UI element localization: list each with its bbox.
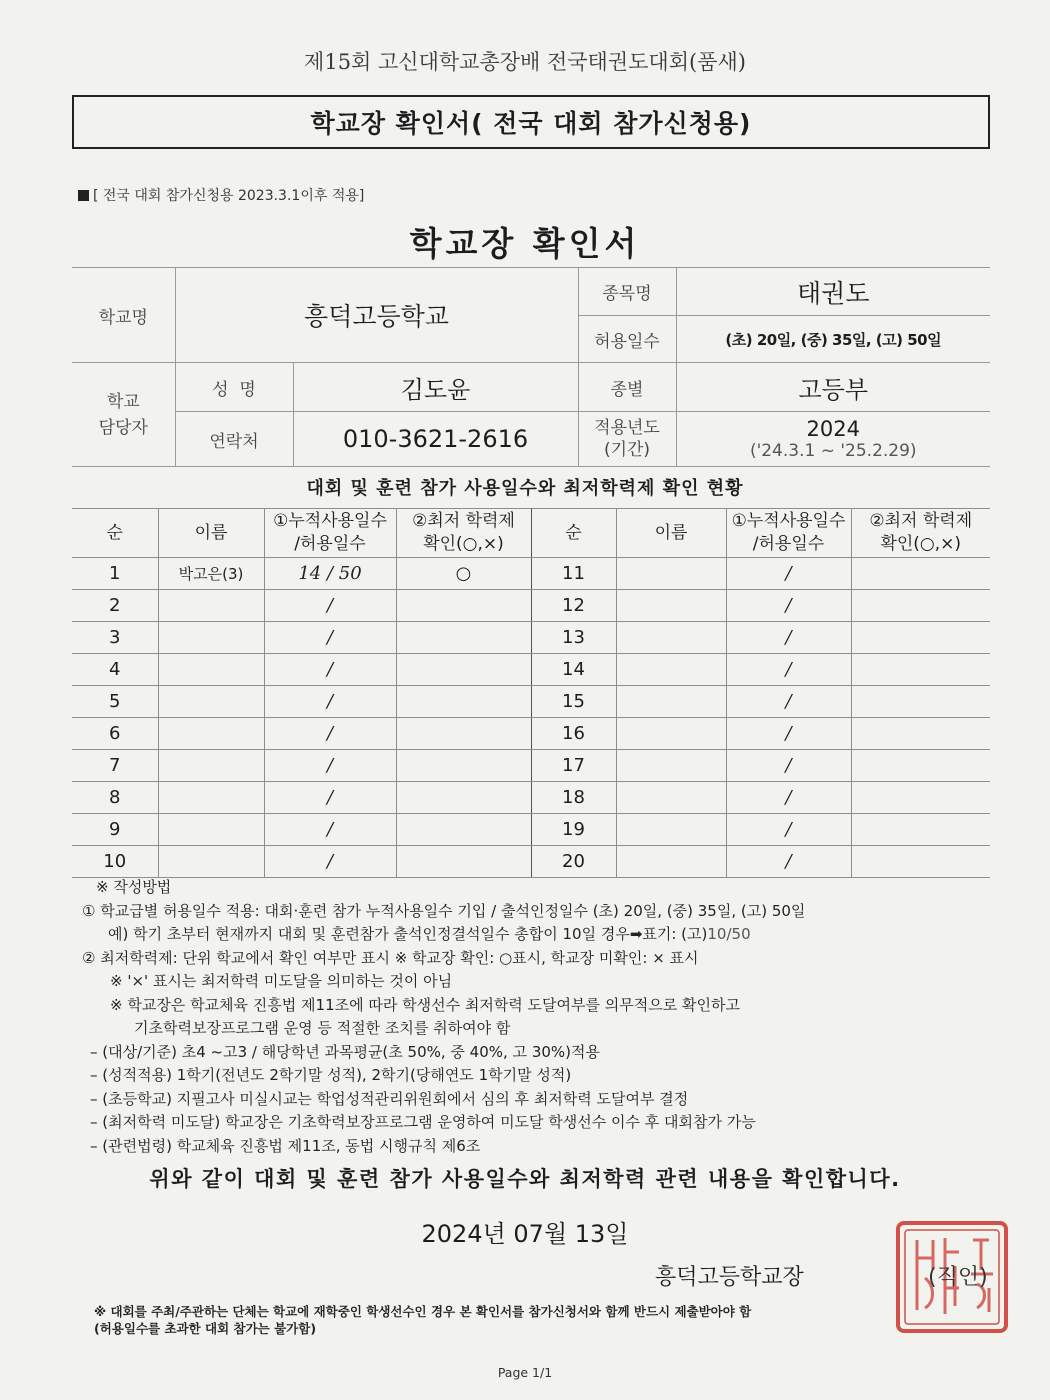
page-number: Page 1/1 — [497, 1365, 553, 1380]
header-usage-line2: /허용일수 — [752, 534, 825, 554]
school-label: 학교명 — [72, 268, 175, 363]
status-title: 대회 및 훈련 참가 사용일수와 최저학력제 확인 현황 — [306, 478, 744, 499]
table-row — [72, 590, 990, 622]
footnote-line-2: (허용일수를 초과한 대회 참가는 불가함) — [94, 1321, 317, 1336]
usage-cell: 14 / 50 — [264, 558, 396, 590]
order-cell: 2 — [72, 590, 158, 622]
header-academic-line1: ②최저 학력제 — [869, 511, 973, 531]
academic-check-cell — [396, 718, 531, 750]
square-bullet-icon — [78, 190, 89, 201]
boxed-form-title: 학교장 확인서( 전국 대회 참가신청용) — [72, 95, 990, 149]
footnote-line-1: ※ 대회를 주최/주관하는 단체는 학교에 재학중인 학생선수인 경우 본 확인서를 참가신청서와 함께 반드시 제출받아야 함 — [94, 1304, 752, 1319]
table-row — [72, 686, 990, 718]
form-note — [78, 185, 364, 205]
table-row — [72, 814, 990, 846]
order-cell: 8 — [72, 782, 158, 814]
order-cell: 15 — [531, 686, 616, 718]
method-line-5: ※ 학교장은 학교체육 진흥법 제11조에 따라 학생선수 최저학력 도달여부를 의무적으로 확인하고 — [110, 995, 740, 1014]
year-value: 2024 — [806, 417, 860, 441]
academic-check-cell — [851, 846, 990, 878]
method-line-2-text: 예) 학기 초부터 현재까지 대회 및 훈련참가 출석인정결석일수 총합이 10일 경우➡표기: (고) — [108, 925, 708, 943]
order-cell: 16 — [531, 718, 616, 750]
category-value: 고등부 — [676, 363, 990, 412]
name-value: 김도윤 — [293, 363, 578, 412]
table-row — [72, 558, 990, 590]
name-cell: 박고은(3) — [158, 558, 264, 590]
academic-check-cell: ○ — [396, 558, 531, 590]
name-cell — [158, 750, 264, 782]
usage-cell: / — [264, 846, 396, 878]
method-line-3: ② 최저학력제: 단위 학교에서 확인 여부만 표시 ※ 학교장 확인: ○표시, 학교장 미확인: × 표시 — [82, 948, 699, 967]
usage-cell: / — [726, 846, 851, 878]
order-cell: 9 — [72, 814, 158, 846]
table-row — [72, 846, 990, 878]
order-cell: 12 — [531, 590, 616, 622]
header-usage-line2: /허용일수 — [294, 534, 366, 554]
name-cell — [616, 718, 726, 750]
competition-title: 제15회 고신대학교총장배 전국태권도대회(품새) — [304, 50, 746, 74]
header-usage — [264, 509, 396, 558]
name-cell — [616, 654, 726, 686]
name-cell — [158, 814, 264, 846]
usage-cell: / — [264, 590, 396, 622]
method-line-8: – (성적적용) 1학기(전년도 2학기말 성적), 2학기(당해연도 1학기말 성적) — [90, 1066, 572, 1084]
header-order-right: 순 — [531, 509, 616, 558]
usage-cell: / — [726, 750, 851, 782]
method-line-10: – (최저학력 미도달) 학교장은 기초학력보장프로그램 운영하여 미도달 학생선수 이수 후 대회참가 가능 — [90, 1113, 756, 1131]
method-heading: ※ 작성방법 — [96, 878, 172, 896]
name-cell — [158, 686, 264, 718]
usage-cell: / — [726, 558, 851, 590]
allowed-days-label: 허용일수 — [578, 316, 676, 363]
academic-check-cell — [396, 686, 531, 718]
order-cell: 14 — [531, 654, 616, 686]
principal-name: 흥덕고등학교장 — [655, 1265, 804, 1290]
method-line-1: ① 학교급별 허용일수 적용: 대회·훈련 참가 누적사용일수 기입 / 출석인정일수 (초) 20일, (중) 35일, (고) 50일 — [82, 901, 806, 920]
usage-cell: / — [726, 814, 851, 846]
order-cell: 1 — [72, 558, 158, 590]
contact-value: 010-3621-2616 — [293, 412, 578, 467]
header-academic-line2: 확인(○,×) — [880, 534, 962, 554]
order-cell: 17 — [531, 750, 616, 782]
year-period: ('24.3.1 ~ '25.2.29) — [749, 441, 917, 461]
allowed-days-value: (초) 20일, (중) 35일, (고) 50일 — [676, 316, 990, 363]
header-academic-right — [851, 509, 990, 558]
order-cell: 7 — [72, 750, 158, 782]
confirmation-statement: 위와 같이 대회 및 훈련 참가 사용일수와 최저학력 관련 내용을 확인합니다. — [149, 1167, 901, 1191]
academic-check-cell — [851, 782, 990, 814]
header-name-right: 이름 — [616, 509, 726, 558]
table-row — [72, 750, 990, 782]
header-order: 순 — [72, 509, 158, 558]
contact-label: 연락처 — [175, 412, 293, 467]
header-usage-right — [726, 509, 851, 558]
academic-check-cell — [851, 622, 990, 654]
writing-method — [82, 876, 972, 1158]
order-cell: 20 — [531, 846, 616, 878]
academic-check-cell — [396, 782, 531, 814]
name-cell — [158, 782, 264, 814]
academic-check-cell — [396, 846, 531, 878]
name-cell — [158, 718, 264, 750]
method-line-9: – (초등학교) 지필고사 미실시교는 학업성적관리위원회에서 심의 후 최저학력 도달여부 결정 — [90, 1089, 689, 1108]
academic-check-cell — [851, 558, 990, 590]
usage-cell: / — [264, 718, 396, 750]
name-label: 성 명 — [175, 363, 293, 412]
method-line-7: – (대상/기준) 초4 ~고3 / 해당학년 과목평균(초 50%, 중 40%, 고 30%)적용 — [90, 1042, 600, 1061]
order-cell: 11 — [531, 558, 616, 590]
usage-cell: / — [264, 814, 396, 846]
usage-cell: / — [726, 686, 851, 718]
usage-cell: / — [726, 622, 851, 654]
header-usage-line1: ①누적사용일수 — [731, 511, 846, 531]
sport-label: 종목명 — [578, 268, 676, 316]
order-cell: 13 — [531, 622, 616, 654]
order-cell: 5 — [72, 686, 158, 718]
page-title: 학교장 확인서 — [409, 224, 641, 263]
usage-cell: / — [726, 654, 851, 686]
order-cell: 3 — [72, 622, 158, 654]
table-row — [72, 622, 990, 654]
roster-table — [72, 508, 990, 878]
name-cell — [616, 686, 726, 718]
usage-cell: / — [264, 654, 396, 686]
method-line-11: – (관련법령) 학교체육 진흥법 제11조, 동법 시행규칙 제6조 — [90, 1136, 481, 1155]
academic-check-cell — [851, 814, 990, 846]
academic-check-cell — [396, 590, 531, 622]
academic-check-cell — [396, 654, 531, 686]
usage-cell: / — [726, 590, 851, 622]
name-cell — [616, 814, 726, 846]
name-cell — [616, 590, 726, 622]
order-cell: 6 — [72, 718, 158, 750]
name-cell — [158, 590, 264, 622]
order-cell: 19 — [531, 814, 616, 846]
usage-cell: / — [264, 750, 396, 782]
academic-check-cell — [851, 590, 990, 622]
order-cell: 10 — [72, 846, 158, 878]
sport-value: 태권도 — [676, 268, 990, 316]
usage-cell: / — [264, 622, 396, 654]
header-usage-line1: ①누적사용일수 — [273, 511, 387, 531]
usage-cell: / — [264, 686, 396, 718]
academic-check-cell — [851, 718, 990, 750]
name-cell — [158, 654, 264, 686]
seal-label: (직인) — [928, 1265, 988, 1290]
academic-check-cell — [396, 750, 531, 782]
name-cell — [616, 558, 726, 590]
header-academic-line2: 확인(○,×) — [423, 534, 504, 554]
method-line-6: 기초학력보장프로그램 운영 등 적절한 조치를 취하여야 함 — [134, 1019, 511, 1037]
name-cell — [158, 622, 264, 654]
academic-check-cell — [851, 654, 990, 686]
signed-date: 2024년 07월 13일 — [421, 1220, 629, 1248]
category-label: 종별 — [578, 363, 676, 412]
header-academic — [396, 509, 531, 558]
academic-check-cell — [396, 622, 531, 654]
year-cell — [676, 412, 990, 467]
footnote — [94, 1303, 751, 1337]
usage-cell: / — [726, 718, 851, 750]
order-cell: 4 — [72, 654, 158, 686]
table-row — [72, 654, 990, 686]
academic-check-cell — [851, 686, 990, 718]
name-cell — [616, 750, 726, 782]
academic-check-cell — [851, 750, 990, 782]
header-academic-line1: ②최저 학력제 — [412, 511, 515, 531]
school-value: 흥덕고등학교 — [175, 268, 578, 363]
usage-cell: / — [726, 782, 851, 814]
name-cell — [616, 782, 726, 814]
info-table — [72, 267, 990, 467]
header-name: 이름 — [158, 509, 264, 558]
academic-check-cell — [396, 814, 531, 846]
table-row — [72, 718, 990, 750]
name-cell — [158, 846, 264, 878]
table-row — [72, 782, 990, 814]
form-note-text: [ 전국 대회 참가신청용 2023.3.1이후 적용] — [93, 188, 365, 204]
staff-label: 학교 담당자 — [72, 363, 175, 467]
order-cell: 18 — [531, 782, 616, 814]
method-line-2-example: 10/50 — [707, 925, 751, 943]
usage-cell: / — [264, 782, 396, 814]
method-line-4: ※ '×' 표시는 최저학력 미도달을 의미하는 것이 아님 — [110, 972, 453, 990]
year-label: 적용년도 (기간) — [578, 412, 676, 467]
name-cell — [616, 846, 726, 878]
name-cell — [616, 622, 726, 654]
method-line-2 — [82, 923, 972, 947]
